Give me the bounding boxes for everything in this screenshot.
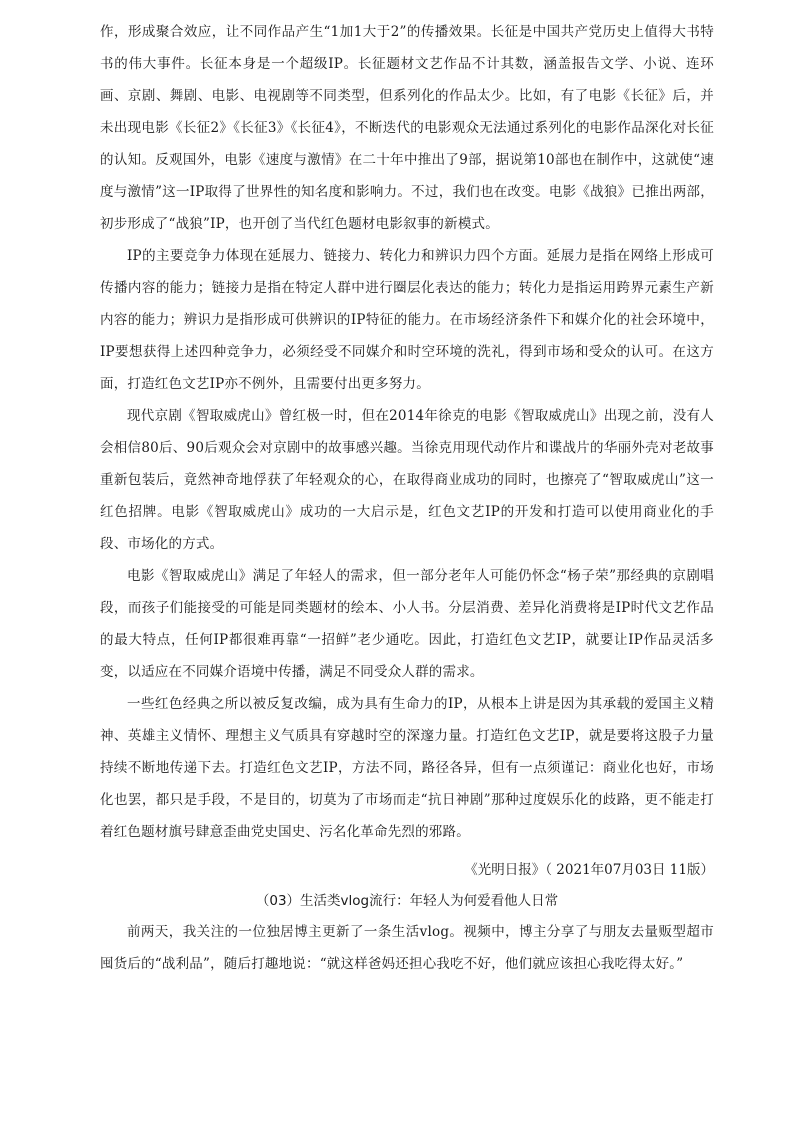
paragraph-6: 前两天，我关注的一位独居博主更新了一条生活vlog。视频中，博主分享了与朋友去量贩型超市囤货后的“战利品”，随后打趣地说：“就这样爸妈还担心我吃不好，他们就应该担心我吃得太好。” bbox=[100, 924, 714, 972]
paragraph-2: IP的主要竞争力体现在延展力、链接力、转化力和辨识力四个方面。延展力是指在网络上形成可传播内容的能力；链接力是指在特定人群中进行圈层化表达的能力；转化力是指运用跨界元素生产新内容的能力；辨识力是指形成可供辨识的IP特征的能力。在市场经济条件下和媒介化的社会环境中，IP要想获得上述四种竞争力，必须经受不同媒介和时空环境的洗礼，得到市场和受众的认可。在这方面，打造红色文艺IP亦不例外，且需要付出更多努力。 bbox=[100, 248, 714, 392]
paragraph-1: 作，形成聚合效应，让不同作品产生“1加1大于2”的传播效果。长征是中国共产党历史上值得大书特书的伟大事件。长征本身是一个超级IP。长征题材文艺作品不计其数，涵盖报告文学、小说、连环画、京剧、舞剧、电影、电视剧等不同类型，但系列化的作品太少。比如，有了电影《长征》后，并未出现电影《长征2》《长征3》《长征4》，不断迭代的电影观众无法通过系列化的电影作品深化对长征的认知。反观国外，电影《速度与激情》在二十年中推出了9部，据说第10部也在制作中，这就使“速度与激情”这一IP取得了世界性的知名度和影响力。不过，我们也在改变。电影《战狼》已推出两部，初步形成了“战狼”IP，也开创了当代红色题材电影叙事的新模式。 bbox=[100, 24, 714, 232]
source-citation: 《光明日报》（ 2021年07月03日 11版） bbox=[464, 862, 714, 878]
paragraph-3: 现代京剧《智取威虎山》曾红极一时，但在2014年徐克的电影《智取威虎山》出现之前，没有人会相信80后、90后观众会对京剧中的故事感兴趣。当徐克用现代动作片和谍战片的华丽外壳对老故事重新包装后，竟然神奇地俘获了年轻观众的心，在取得商业成功的同时，也擦亮了“智取威虎山”这一红色招牌。电影《智取威虎山》成功的一大启示是，红色文艺IP的开发和打造可以使用商业化的手段、市场化的方式。 bbox=[100, 408, 714, 552]
section-heading: （03）生活类vlog流行：年轻人为何爱看他人日常 bbox=[255, 893, 559, 909]
paragraph-4: 电影《智取威虎山》满足了年轻人的需求，但一部分老年人可能仍怀念“杨子荣”那经典的京剧唱段，而孩子们能接受的可能是同类题材的绘本、小人书。分层消费、差异化消费将是IP时代文艺作品的最大特点，任何IP都很难再靠“一招鲜”老少通吃。因此，打造红色文艺IP，就要让IP作品灵活多变，以适应在不同媒介语境中传播，满足不同受众人群的需求。 bbox=[100, 568, 714, 680]
paragraph-5: 一些红色经典之所以被反复改编，成为具有生命力的IP，从根本上讲是因为其承载的爱国主义精神、英雄主义情怀、理想主义气质具有穿越时空的深邃力量。打造红色文艺IP，就是要将这股子力量持续不断地传递下去。打造红色文艺IP，方法不同，路径各异，但有一点须谨记：商业化也好，市场化也罢，都只是手段，不是目的，切莫为了市场而走“抗日神剧”那种过度娱乐化的歧路，更不能走打着红色题材旗号肆意歪曲党史国史、污名化革命先烈的邪路。 bbox=[100, 696, 714, 840]
